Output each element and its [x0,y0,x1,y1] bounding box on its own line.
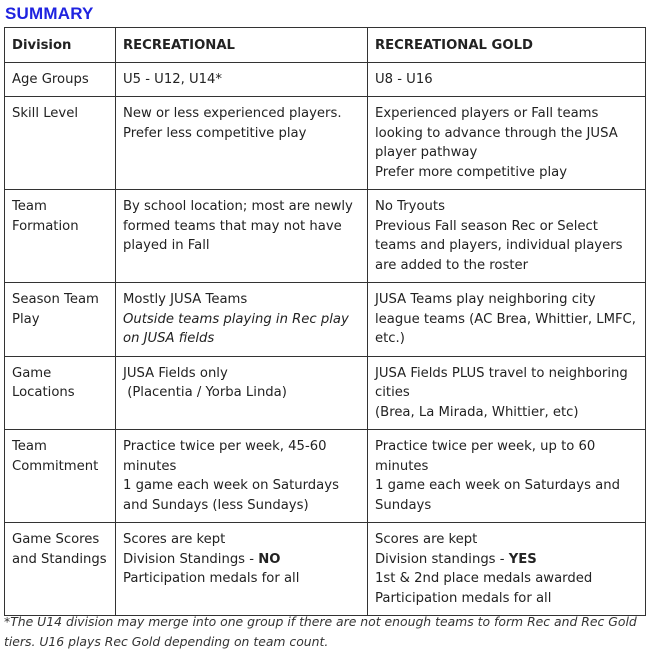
rec-cell [116,430,368,523]
cell-line: Participation medals for all [375,590,552,606]
table-row-team-formation [5,190,646,283]
cell-line: U8 - U16 [375,71,433,87]
row-label: Team Commitment [5,430,116,523]
page-title: SUMMARY [5,4,94,23]
cell-line: Participation medals for all [123,571,300,586]
cell-line: Prefer less competitive play [123,125,307,141]
rec-cell [116,283,368,357]
cell-line: JUSA Fields PLUS travel to neighboring cities [375,365,628,400]
table-header-row [5,28,646,63]
row-label: Game Locations [5,356,116,430]
gold-cell [368,62,646,97]
row-label: Team Formation [5,190,116,283]
cell-line: U5 - U12, U14* [123,71,223,87]
standings-text: Division Standings - [123,551,259,567]
table-row-game-locations [5,356,646,430]
cell-line: New or less experienced players. [123,106,342,121]
standings-text: Division standings - [375,551,509,567]
gold-cell [368,430,646,523]
table-row-game-scores [5,523,646,616]
rec-cell [116,97,368,190]
cell-line: Previous Fall season Rec or Select teams and players, individual players are added to the roster [375,218,623,273]
cell-line: 1 game each week on Saturdays and Sundays (less Sundays) [123,478,339,513]
cell-line: (Placentia / Yorba Linda) [123,385,287,400]
cell-line: Prefer more competitive play [375,164,568,180]
table-row-season-team-play [5,283,646,357]
row-label: Age Groups [5,62,116,97]
cell-line [123,550,361,570]
cell-line: Practice twice per week, 45-60 minutes [123,439,327,474]
gold-cell [368,190,646,283]
row-label: Game Scores and Standings [5,523,116,616]
cell-line: Practice twice per week, up to 60 minutes [375,439,596,474]
standings-value: YES [508,551,537,567]
gold-cell [368,283,646,357]
row-label: Season Team Play [5,283,116,357]
cell-line: Scores are kept [123,532,226,547]
rec-cell [116,356,368,430]
table-row-age-groups [5,62,646,97]
rec-cell [116,190,368,283]
gold-cell [368,97,646,190]
gold-cell [368,523,646,616]
gold-cell [368,356,646,430]
cell-line: By school location; most are newly formed teams that may not have played in Fall [123,199,353,253]
table-row-team-commitment [5,430,646,523]
header-recreational: RECREATIONAL [116,28,368,63]
footnote: *The U14 division may merge into one group if there are not enough teams to form Rec and Rec Gold tiers. U16 plays Rec Gold depending on team count. [4,614,637,649]
cell-line: JUSA Fields only [123,365,228,381]
cell-line-italic: Outside teams playing in Rec play on JUSA fields [123,311,349,346]
cell-line: 1 game each week on Saturdays and Sundays [375,478,620,513]
summary-table [4,27,646,616]
header-division: Division [5,28,116,63]
cell-line [375,550,639,570]
cell-line: Mostly JUSA Teams [123,292,248,307]
cell-line: (Brea, La Mirada, Whittier, etc) [375,404,579,420]
cell-line: No Tryouts [375,199,445,214]
rec-cell [116,523,368,616]
header-recreational-gold: RECREATIONAL GOLD [368,28,646,63]
cell-line: JUSA Teams play neighboring city league teams (AC Brea, Whittier, LMFC, etc.) [375,292,636,346]
cell-line: Scores are kept [375,532,478,547]
row-label: Skill Level [5,97,116,190]
table-row-skill-level [5,97,646,190]
rec-cell [116,62,368,97]
standings-value: NO [258,551,281,567]
cell-line: 1st & 2nd place medals awarded [375,571,593,586]
cell-line: Experienced players or Fall teams looking to advance through the JUSA player pathway [375,106,618,160]
